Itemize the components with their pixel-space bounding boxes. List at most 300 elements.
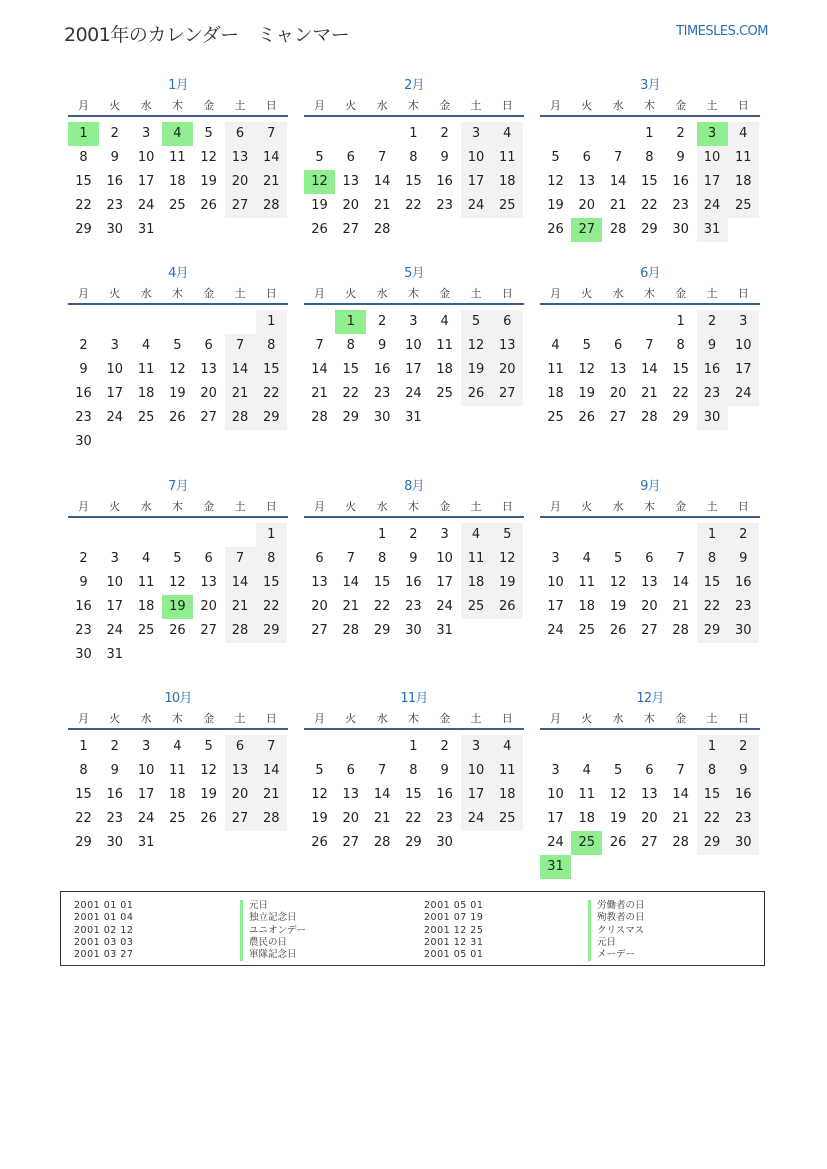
day-cell[interactable]: 5 — [461, 310, 492, 334]
day-cell[interactable]: 4 — [492, 122, 523, 146]
day-cell[interactable]: 24 — [697, 194, 728, 218]
day-cell[interactable]: 11 — [578, 575, 596, 590]
day-cell[interactable]: 20 — [641, 811, 658, 826]
day-cell[interactable]: 25 — [137, 410, 155, 425]
day-cell[interactable]: 26 — [609, 835, 627, 850]
day-cell[interactable]: 28 — [256, 194, 287, 218]
day-cell[interactable]: 29 — [672, 410, 689, 425]
holiday-day-cell[interactable]: 1 — [68, 122, 99, 146]
day-cell[interactable]: 12 — [547, 174, 564, 189]
day-cell[interactable]: 26 — [461, 382, 492, 406]
day-cell[interactable]: 21 — [342, 599, 360, 614]
day-cell[interactable]: 26 — [169, 410, 186, 425]
day-cell[interactable]: 25 — [169, 198, 186, 213]
day-cell[interactable]: 12 — [492, 547, 523, 571]
day-cell[interactable]: 31 — [137, 222, 155, 237]
day-cell[interactable]: 10 — [728, 334, 759, 358]
day-cell[interactable]: 28 — [311, 410, 328, 425]
day-cell[interactable]: 7 — [256, 122, 287, 146]
day-cell[interactable]: 23 — [436, 811, 453, 826]
day-cell[interactable]: 16 — [436, 174, 453, 189]
day-cell[interactable]: 14 — [373, 174, 391, 189]
day-cell[interactable]: 21 — [256, 170, 287, 194]
day-cell[interactable]: 14 — [342, 575, 360, 590]
day-cell[interactable]: 5 — [613, 551, 623, 566]
day-cell[interactable]: 9 — [409, 551, 418, 566]
day-cell[interactable]: 7 — [225, 334, 256, 358]
holiday-day-cell[interactable]: 19 — [162, 595, 193, 619]
day-cell[interactable]: 5 — [582, 338, 591, 353]
day-cell[interactable]: 28 — [641, 410, 658, 425]
day-cell[interactable]: 21 — [672, 599, 689, 614]
day-cell[interactable]: 30 — [728, 619, 759, 643]
day-cell[interactable]: 5 — [315, 150, 324, 165]
day-cell[interactable]: 20 — [578, 198, 596, 213]
day-cell[interactable]: 6 — [204, 338, 213, 353]
day-cell[interactable]: 12 — [200, 150, 217, 165]
day-cell[interactable]: 18 — [492, 783, 523, 807]
day-cell[interactable]: 9 — [697, 334, 728, 358]
day-cell[interactable]: 29 — [697, 619, 728, 643]
day-cell[interactable]: 10 — [461, 759, 492, 783]
day-cell[interactable]: 2 — [728, 735, 759, 759]
day-cell[interactable]: 30 — [728, 831, 759, 855]
day-cell[interactable]: 13 — [200, 575, 217, 590]
day-cell[interactable]: 25 — [169, 811, 186, 826]
day-cell[interactable]: 20 — [200, 386, 217, 401]
day-cell[interactable]: 16 — [106, 174, 124, 189]
day-cell[interactable]: 26 — [492, 595, 523, 619]
day-cell[interactable]: 1 — [676, 314, 685, 329]
day-cell[interactable]: 17 — [697, 170, 728, 194]
day-cell[interactable]: 5 — [315, 763, 324, 778]
day-cell[interactable]: 18 — [492, 170, 523, 194]
day-cell[interactable]: 3 — [551, 551, 560, 566]
day-cell[interactable]: 23 — [75, 410, 92, 425]
day-cell[interactable]: 25 — [492, 807, 523, 831]
day-cell[interactable]: 10 — [697, 146, 728, 170]
day-cell[interactable]: 31 — [106, 647, 124, 662]
day-cell[interactable]: 13 — [609, 362, 627, 377]
day-cell[interactable]: 28 — [225, 619, 256, 643]
day-cell[interactable]: 12 — [578, 362, 596, 377]
day-cell[interactable]: 9 — [79, 575, 88, 590]
holiday-day-cell[interactable]: 1 — [335, 310, 366, 334]
day-cell[interactable]: 24 — [106, 623, 124, 638]
day-cell[interactable]: 15 — [75, 787, 92, 802]
day-cell[interactable]: 13 — [342, 174, 360, 189]
day-cell[interactable]: 23 — [728, 807, 759, 831]
day-cell[interactable]: 6 — [582, 150, 591, 165]
day-cell[interactable]: 29 — [75, 222, 92, 237]
day-cell[interactable]: 15 — [641, 174, 658, 189]
day-cell[interactable]: 5 — [204, 739, 213, 754]
day-cell[interactable]: 9 — [110, 150, 119, 165]
day-cell[interactable]: 18 — [436, 362, 453, 377]
day-cell[interactable]: 4 — [582, 551, 591, 566]
day-cell[interactable]: 23 — [697, 382, 728, 406]
day-cell[interactable]: 4 — [440, 314, 449, 329]
day-cell[interactable]: 14 — [609, 174, 627, 189]
day-cell[interactable]: 22 — [256, 595, 287, 619]
day-cell[interactable]: 1 — [409, 739, 418, 754]
day-cell[interactable]: 25 — [461, 595, 492, 619]
day-cell[interactable]: 22 — [405, 811, 422, 826]
day-cell[interactable]: 19 — [492, 571, 523, 595]
day-cell[interactable]: 24 — [461, 807, 492, 831]
day-cell[interactable]: 27 — [311, 623, 328, 638]
day-cell[interactable]: 21 — [373, 811, 391, 826]
day-cell[interactable]: 15 — [256, 358, 287, 382]
day-cell[interactable]: 19 — [311, 811, 328, 826]
day-cell[interactable]: 11 — [169, 150, 186, 165]
day-cell[interactable]: 6 — [613, 338, 623, 353]
day-cell[interactable]: 10 — [106, 575, 124, 590]
day-cell[interactable]: 18 — [461, 571, 492, 595]
day-cell[interactable]: 22 — [672, 386, 689, 401]
day-cell[interactable]: 13 — [225, 759, 256, 783]
day-cell[interactable]: 9 — [377, 338, 387, 353]
day-cell[interactable]: 5 — [173, 551, 182, 566]
day-cell[interactable]: 16 — [728, 571, 759, 595]
day-cell[interactable]: 24 — [436, 599, 453, 614]
day-cell[interactable]: 9 — [110, 763, 119, 778]
day-cell[interactable]: 21 — [225, 382, 256, 406]
day-cell[interactable]: 14 — [225, 358, 256, 382]
day-cell[interactable]: 26 — [609, 623, 627, 638]
day-cell[interactable]: 21 — [641, 386, 658, 401]
day-cell[interactable]: 18 — [169, 174, 186, 189]
day-cell[interactable]: 8 — [346, 338, 355, 353]
day-cell[interactable]: 27 — [641, 623, 658, 638]
day-cell[interactable]: 15 — [405, 174, 422, 189]
day-cell[interactable]: 3 — [440, 527, 449, 542]
day-cell[interactable]: 26 — [578, 410, 596, 425]
day-cell[interactable]: 12 — [461, 334, 492, 358]
day-cell[interactable]: 5 — [492, 523, 523, 547]
day-cell[interactable]: 21 — [373, 198, 391, 213]
day-cell[interactable]: 17 — [461, 170, 492, 194]
day-cell[interactable]: 8 — [256, 334, 287, 358]
day-cell[interactable]: 9 — [728, 547, 759, 571]
day-cell[interactable]: 18 — [728, 170, 759, 194]
day-cell[interactable]: 13 — [342, 787, 360, 802]
day-cell[interactable]: 20 — [311, 599, 328, 614]
day-cell[interactable]: 19 — [169, 386, 186, 401]
day-cell[interactable]: 17 — [137, 787, 155, 802]
day-cell[interactable]: 17 — [547, 599, 564, 614]
day-cell[interactable]: 2 — [110, 126, 119, 141]
day-cell[interactable]: 7 — [256, 735, 287, 759]
day-cell[interactable]: 24 — [547, 835, 564, 850]
day-cell[interactable]: 3 — [551, 763, 560, 778]
day-cell[interactable]: 11 — [547, 362, 564, 377]
day-cell[interactable]: 20 — [225, 170, 256, 194]
day-cell[interactable]: 10 — [547, 575, 564, 590]
day-cell[interactable]: 12 — [311, 787, 328, 802]
day-cell[interactable]: 20 — [200, 599, 217, 614]
day-cell[interactable]: 7 — [676, 763, 685, 778]
day-cell[interactable]: 13 — [492, 334, 523, 358]
day-cell[interactable]: 18 — [137, 599, 155, 614]
day-cell[interactable]: 16 — [106, 787, 124, 802]
day-cell[interactable]: 6 — [225, 122, 256, 146]
day-cell[interactable]: 23 — [436, 198, 453, 213]
day-cell[interactable]: 4 — [141, 551, 151, 566]
day-cell[interactable]: 27 — [225, 807, 256, 831]
day-cell[interactable]: 30 — [373, 410, 391, 425]
day-cell[interactable]: 4 — [141, 338, 151, 353]
day-cell[interactable]: 10 — [436, 551, 453, 566]
day-cell[interactable]: 16 — [405, 575, 422, 590]
day-cell[interactable]: 17 — [728, 358, 759, 382]
day-cell[interactable]: 19 — [547, 198, 564, 213]
day-cell[interactable]: 11 — [137, 362, 155, 377]
day-cell[interactable]: 21 — [311, 386, 328, 401]
day-cell[interactable]: 29 — [373, 623, 391, 638]
day-cell[interactable]: 15 — [672, 362, 689, 377]
holiday-day-cell[interactable]: 27 — [571, 218, 602, 242]
day-cell[interactable]: 4 — [461, 523, 492, 547]
day-cell[interactable]: 19 — [461, 358, 492, 382]
day-cell[interactable]: 3 — [461, 735, 492, 759]
day-cell[interactable]: 22 — [256, 382, 287, 406]
day-cell[interactable]: 3 — [409, 314, 418, 329]
day-cell[interactable]: 12 — [609, 787, 627, 802]
day-cell[interactable]: 29 — [641, 222, 658, 237]
day-cell[interactable]: 26 — [200, 811, 217, 826]
day-cell[interactable]: 18 — [578, 599, 596, 614]
day-cell[interactable]: 20 — [492, 358, 523, 382]
day-cell[interactable]: 30 — [672, 222, 689, 237]
day-cell[interactable]: 15 — [697, 571, 728, 595]
day-cell[interactable]: 22 — [75, 811, 92, 826]
holiday-day-cell[interactable]: 25 — [571, 831, 602, 855]
day-cell[interactable]: 29 — [697, 831, 728, 855]
brand-logo-text[interactable]: TIMESLES.COM — [676, 24, 768, 39]
day-cell[interactable]: 5 — [613, 763, 623, 778]
day-cell[interactable]: 11 — [578, 787, 596, 802]
day-cell[interactable]: 30 — [436, 835, 453, 850]
day-cell[interactable]: 2 — [440, 126, 449, 141]
day-cell[interactable]: 31 — [697, 218, 728, 242]
day-cell[interactable]: 22 — [405, 198, 422, 213]
day-cell[interactable]: 27 — [492, 382, 523, 406]
day-cell[interactable]: 8 — [409, 150, 418, 165]
day-cell[interactable]: 19 — [609, 599, 627, 614]
day-cell[interactable]: 28 — [373, 835, 391, 850]
day-cell[interactable]: 29 — [342, 410, 360, 425]
day-cell[interactable]: 2 — [728, 523, 759, 547]
day-cell[interactable]: 22 — [342, 386, 360, 401]
day-cell[interactable]: 28 — [373, 222, 391, 237]
day-cell[interactable]: 19 — [578, 386, 596, 401]
day-cell[interactable]: 27 — [200, 410, 217, 425]
day-cell[interactable]: 15 — [373, 575, 391, 590]
holiday-day-cell[interactable]: 12 — [304, 170, 335, 194]
day-cell[interactable]: 25 — [492, 194, 523, 218]
day-cell[interactable]: 8 — [79, 763, 88, 778]
day-cell[interactable]: 7 — [676, 551, 685, 566]
day-cell[interactable]: 20 — [609, 386, 627, 401]
day-cell[interactable]: 28 — [225, 406, 256, 430]
day-cell[interactable]: 26 — [311, 222, 328, 237]
day-cell[interactable]: 3 — [728, 310, 759, 334]
day-cell[interactable]: 7 — [315, 338, 324, 353]
day-cell[interactable]: 4 — [492, 735, 523, 759]
day-cell[interactable]: 27 — [225, 194, 256, 218]
holiday-day-cell[interactable]: 3 — [697, 122, 728, 146]
day-cell[interactable]: 10 — [137, 763, 155, 778]
day-cell[interactable]: 6 — [204, 551, 213, 566]
day-cell[interactable]: 23 — [106, 198, 124, 213]
day-cell[interactable]: 11 — [461, 547, 492, 571]
day-cell[interactable]: 14 — [672, 575, 689, 590]
day-cell[interactable]: 2 — [79, 338, 88, 353]
day-cell[interactable]: 8 — [256, 547, 287, 571]
day-cell[interactable]: 24 — [137, 198, 155, 213]
day-cell[interactable]: 9 — [79, 362, 88, 377]
day-cell[interactable]: 6 — [645, 551, 654, 566]
day-cell[interactable]: 13 — [641, 787, 658, 802]
day-cell[interactable]: 2 — [110, 739, 119, 754]
day-cell[interactable]: 8 — [676, 338, 685, 353]
day-cell[interactable]: 27 — [342, 222, 360, 237]
holiday-day-cell[interactable]: 4 — [162, 122, 193, 146]
day-cell[interactable]: 30 — [75, 647, 92, 662]
day-cell[interactable]: 26 — [311, 835, 328, 850]
day-cell[interactable]: 30 — [106, 222, 124, 237]
day-cell[interactable]: 10 — [461, 146, 492, 170]
day-cell[interactable]: 19 — [200, 174, 217, 189]
day-cell[interactable]: 19 — [200, 787, 217, 802]
day-cell[interactable]: 1 — [256, 310, 287, 334]
day-cell[interactable]: 1 — [697, 735, 728, 759]
day-cell[interactable]: 5 — [173, 338, 182, 353]
day-cell[interactable]: 21 — [672, 811, 689, 826]
day-cell[interactable]: 13 — [200, 362, 217, 377]
day-cell[interactable]: 17 — [436, 575, 453, 590]
day-cell[interactable]: 3 — [110, 338, 119, 353]
day-cell[interactable]: 20 — [342, 198, 360, 213]
day-cell[interactable]: 7 — [377, 150, 387, 165]
day-cell[interactable]: 31 — [405, 410, 422, 425]
day-cell[interactable]: 6 — [645, 763, 654, 778]
day-cell[interactable]: 22 — [641, 198, 658, 213]
day-cell[interactable]: 23 — [728, 595, 759, 619]
day-cell[interactable]: 25 — [728, 194, 759, 218]
day-cell[interactable]: 12 — [169, 575, 186, 590]
day-cell[interactable]: 7 — [377, 763, 387, 778]
day-cell[interactable]: 8 — [697, 547, 728, 571]
day-cell[interactable]: 5 — [551, 150, 560, 165]
day-cell[interactable]: 16 — [697, 358, 728, 382]
day-cell[interactable]: 9 — [728, 759, 759, 783]
day-cell[interactable]: 16 — [75, 599, 92, 614]
day-cell[interactable]: 6 — [225, 735, 256, 759]
day-cell[interactable]: 24 — [728, 382, 759, 406]
day-cell[interactable]: 14 — [225, 571, 256, 595]
day-cell[interactable]: 4 — [173, 739, 182, 754]
day-cell[interactable]: 14 — [256, 146, 287, 170]
day-cell[interactable]: 3 — [141, 739, 151, 754]
day-cell[interactable]: 30 — [405, 623, 422, 638]
day-cell[interactable]: 10 — [405, 338, 422, 353]
day-cell[interactable]: 25 — [547, 410, 564, 425]
day-cell[interactable]: 4 — [551, 338, 560, 353]
day-cell[interactable]: 21 — [225, 595, 256, 619]
day-cell[interactable]: 10 — [547, 787, 564, 802]
day-cell[interactable]: 25 — [436, 386, 453, 401]
day-cell[interactable]: 23 — [672, 198, 689, 213]
day-cell[interactable]: 28 — [672, 623, 689, 638]
day-cell[interactable]: 16 — [728, 783, 759, 807]
day-cell[interactable]: 2 — [79, 551, 88, 566]
day-cell[interactable]: 6 — [346, 150, 355, 165]
day-cell[interactable]: 6 — [315, 551, 324, 566]
day-cell[interactable]: 4 — [582, 763, 591, 778]
day-cell[interactable]: 30 — [697, 406, 728, 430]
day-cell[interactable]: 17 — [547, 811, 564, 826]
day-cell[interactable]: 18 — [578, 811, 596, 826]
day-cell[interactable]: 22 — [373, 599, 391, 614]
day-cell[interactable]: 1 — [645, 126, 654, 141]
day-cell[interactable]: 8 — [645, 150, 654, 165]
day-cell[interactable]: 24 — [106, 410, 124, 425]
day-cell[interactable]: 3 — [141, 126, 151, 141]
day-cell[interactable]: 11 — [728, 146, 759, 170]
day-cell[interactable]: 14 — [641, 362, 658, 377]
day-cell[interactable]: 28 — [672, 835, 689, 850]
day-cell[interactable]: 29 — [256, 619, 287, 643]
day-cell[interactable]: 16 — [436, 787, 453, 802]
day-cell[interactable]: 24 — [547, 623, 564, 638]
day-cell[interactable]: 11 — [492, 146, 523, 170]
day-cell[interactable]: 15 — [256, 571, 287, 595]
day-cell[interactable]: 12 — [200, 763, 217, 778]
day-cell[interactable]: 3 — [110, 551, 119, 566]
day-cell[interactable]: 30 — [75, 434, 92, 449]
day-cell[interactable]: 10 — [106, 362, 124, 377]
day-cell[interactable]: 8 — [79, 150, 88, 165]
day-cell[interactable]: 9 — [440, 763, 449, 778]
day-cell[interactable]: 15 — [405, 787, 422, 802]
day-cell[interactable]: 24 — [137, 811, 155, 826]
day-cell[interactable]: 7 — [225, 547, 256, 571]
day-cell[interactable]: 27 — [200, 623, 217, 638]
day-cell[interactable]: 16 — [373, 362, 391, 377]
day-cell[interactable]: 16 — [672, 174, 689, 189]
day-cell[interactable]: 29 — [405, 835, 422, 850]
day-cell[interactable]: 2 — [440, 739, 449, 754]
day-cell[interactable]: 31 — [137, 835, 155, 850]
day-cell[interactable]: 9 — [440, 150, 449, 165]
day-cell[interactable]: 14 — [311, 362, 328, 377]
day-cell[interactable]: 2 — [377, 314, 387, 329]
day-cell[interactable]: 26 — [200, 198, 217, 213]
day-cell[interactable]: 20 — [342, 811, 360, 826]
day-cell[interactable]: 27 — [609, 410, 627, 425]
day-cell[interactable]: 3 — [461, 122, 492, 146]
day-cell[interactable]: 4 — [728, 122, 759, 146]
day-cell[interactable]: 13 — [311, 575, 328, 590]
day-cell[interactable]: 7 — [645, 338, 654, 353]
day-cell[interactable]: 12 — [169, 362, 186, 377]
day-cell[interactable]: 18 — [547, 386, 564, 401]
day-cell[interactable]: 28 — [256, 807, 287, 831]
day-cell[interactable]: 28 — [342, 623, 360, 638]
day-cell[interactable]: 21 — [256, 783, 287, 807]
